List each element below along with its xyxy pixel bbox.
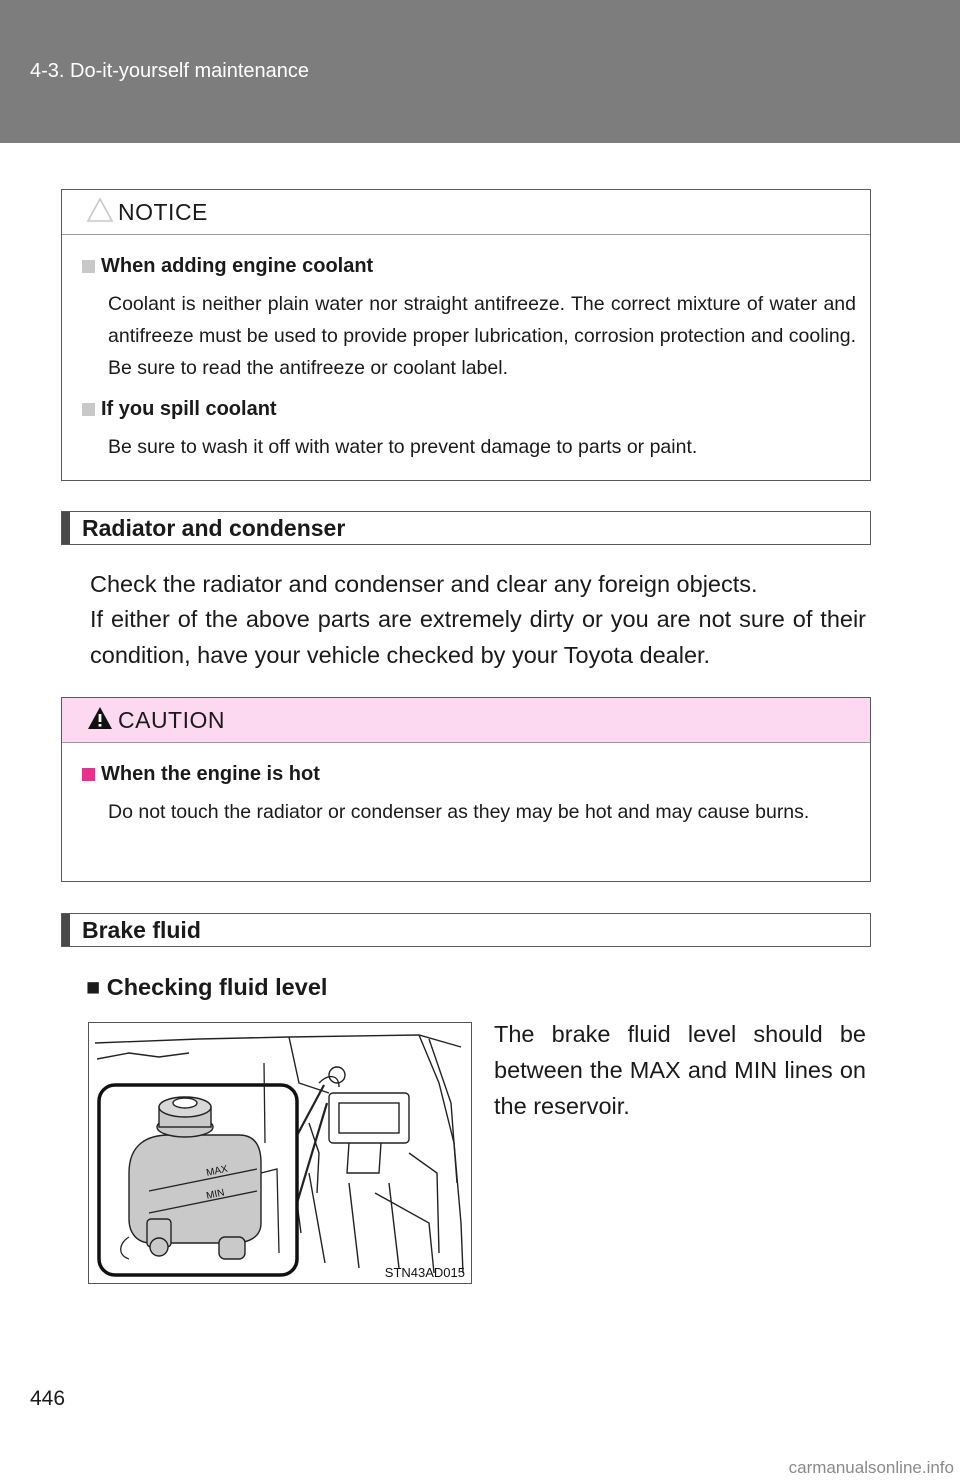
engine-bay-illustration [89, 1023, 472, 1284]
min-label: MIN [205, 1187, 226, 1202]
section-heading-brake [61, 913, 871, 947]
radiator-paragraph-1: Check the radiator and condenser and clear any foreign objects. [90, 571, 758, 597]
notice-item-heading [82, 255, 856, 278]
checking-fluid-heading: ■ Checking fluid level [86, 974, 328, 1000]
radiator-paragraph-2: If either of the above parts are extremely dirty or you are not sure of their condition, have your vehicle checked by your Toyota dealer. [90, 606, 866, 668]
notice-box [61, 189, 871, 481]
caution-header [62, 698, 870, 743]
notice-title: NOTICE [118, 199, 208, 225]
caution-body [62, 743, 870, 828]
caution-item-text: Do not touch the radiator or condenser as they may be hot and may cause burns. [108, 801, 810, 823]
notice-item-heading [82, 398, 856, 421]
square-bullet-icon [82, 403, 95, 416]
caution-item-heading [82, 763, 856, 786]
square-bullet-icon [82, 768, 95, 781]
watermark: carmanualsonline.info [788, 1458, 954, 1477]
brake-reservoir-figure [88, 1022, 472, 1284]
section-accent [62, 512, 70, 544]
warning-filled-icon [86, 705, 114, 731]
caution-box [61, 697, 871, 882]
page-number: 446 [30, 1387, 66, 1410]
section-accent [62, 914, 70, 946]
notice-header [62, 190, 870, 235]
section-title: Radiator and condenser [82, 515, 346, 541]
notice-heading-text: When adding engine coolant [101, 255, 374, 277]
max-label: MAX [205, 1163, 229, 1179]
notice-item-text: Be sure to wash it off with water to prevent damage to parts or paint. [108, 436, 698, 458]
section-heading-radiator [61, 511, 871, 545]
caution-heading-text: When the engine is hot [101, 763, 320, 785]
square-bullet-icon [82, 260, 95, 273]
notice-body [62, 235, 870, 463]
warning-outline-icon [86, 197, 114, 223]
caution-title: CAUTION [118, 707, 225, 733]
page-header [0, 0, 960, 143]
figure-code: STN43AD015 [384, 1265, 465, 1280]
brake-description: The brake fluid level should be between the MAX and MIN lines on the reservoir. [494, 1021, 866, 1119]
notice-heading-text: If you spill coolant [101, 398, 277, 420]
notice-item-text: Coolant is neither plain water nor straight antifreeze. The correct mixture of water and antifreeze must be used to provide proper lubrication, corrosion protection and cooling. Be sure to read the antifreeze or coolant label. [108, 293, 856, 379]
section-title: Brake fluid [82, 917, 201, 943]
header-section-label: 4-3. Do-it-yourself maintenance [30, 60, 310, 82]
